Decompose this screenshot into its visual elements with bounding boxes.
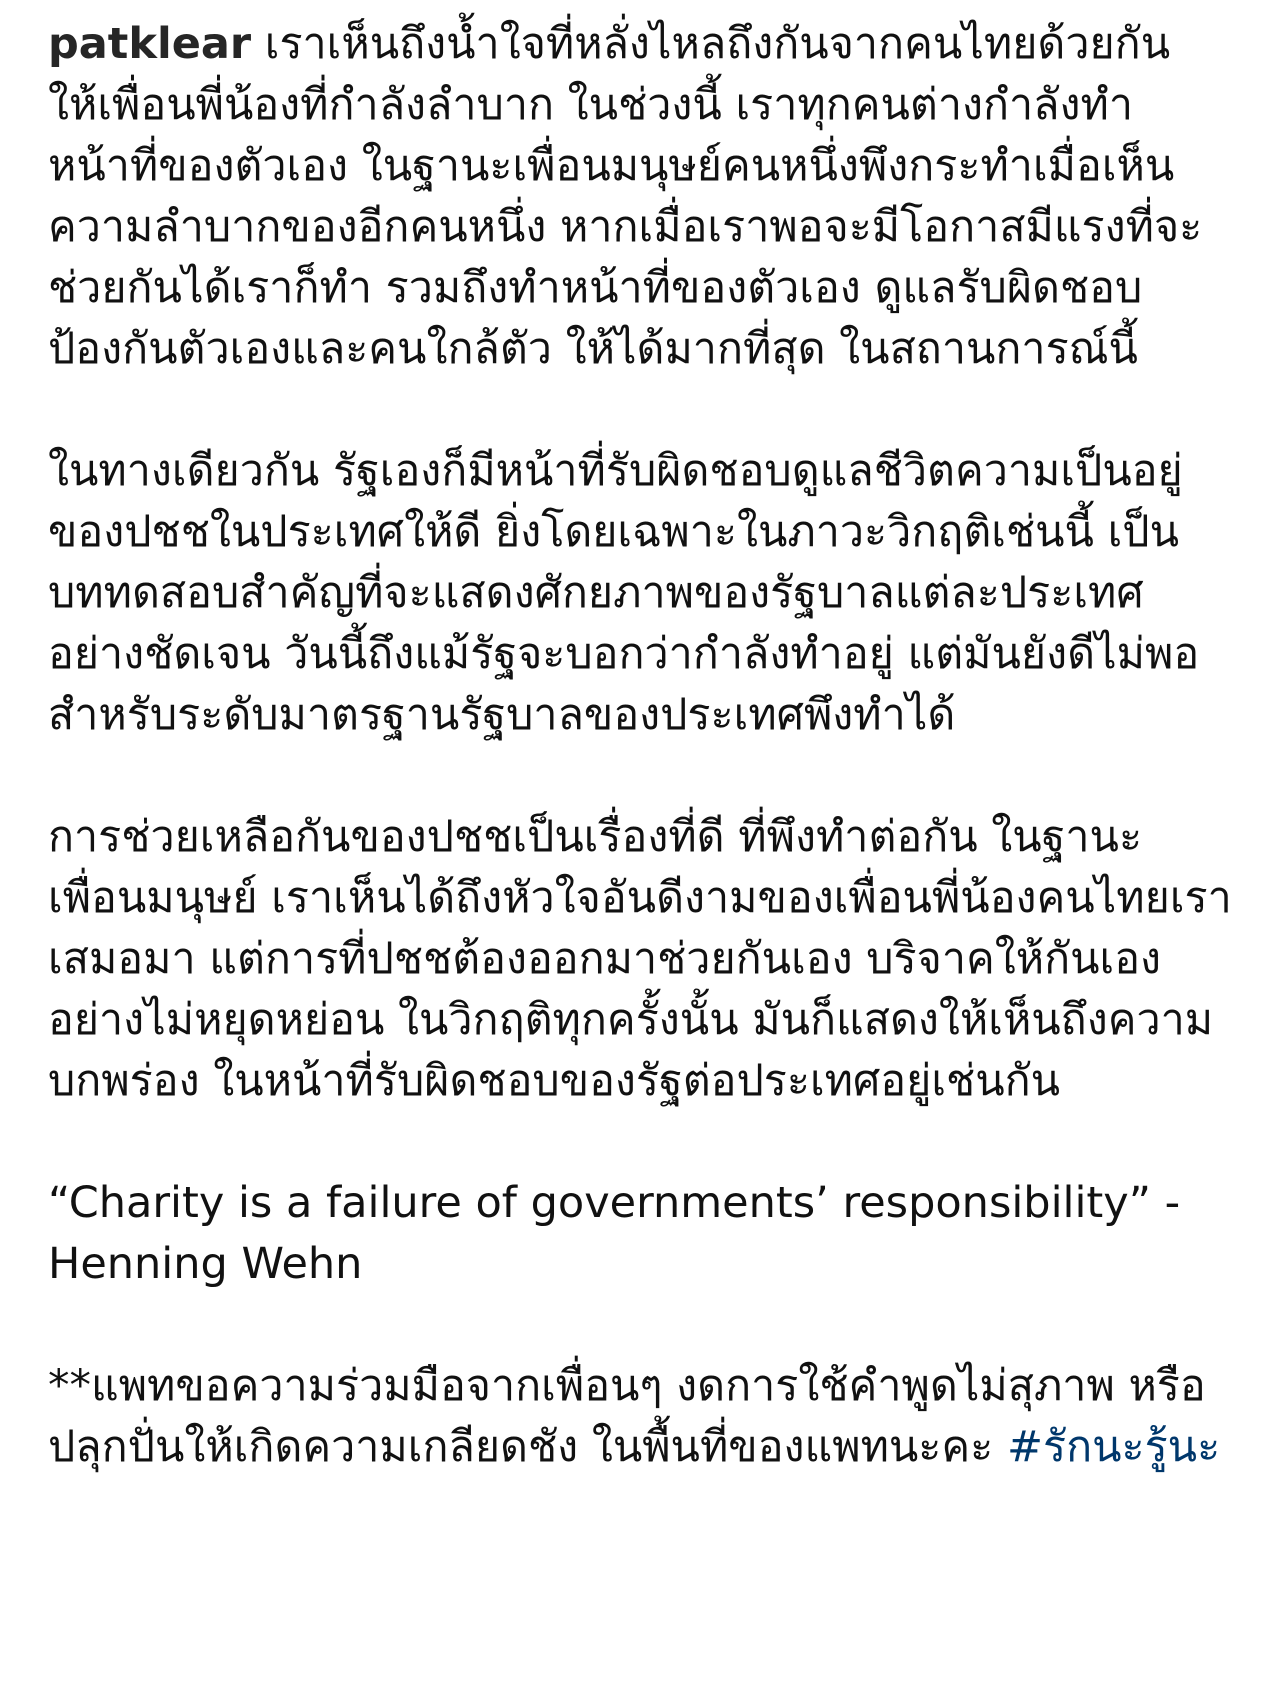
caption-paragraph-5 (48, 1356, 1233, 1478)
caption-paragraph-3: การช่วยเหลือกันของปชชเป็นเรื่องที่ดี ที่พึงทำต่อกัน ในฐานะเพื่อนมนุษย์ เราเห็นได้ถึงหัวใจอันดีงามของเพื่อนพี่น้องคนไทยเราเสมอมา แต่การที่ปชชต้องออกมาช่วยกันเอง บริจาคให้กันเองอย่างไม่หยุดหย่อน ในวิกฤติทุกครั้งนั้น มันก็แสดงให้เห็นถึงความบกพร่อง ในหน้าที่รับผิดชอบของรัฐต่อประเทศอยู่เช่นกัน (48, 812, 1232, 1106)
caption-text-1: เราเห็นถึงน้ำใจที่หลั่งไหลถึงกันจากคนไทยด้วยกัน ให้เพื่อนพี่น้องที่กำลังลำบาก ในช่วงนี้ เราทุกคนต่างกำลังทำหน้าที่ของตัวเอง ในฐานะเพื่อนมนุษย์คนหนึ่งพึงกระทำเมื่อเห็นความลำบากของอีกคนหนึ่ง หากเมื่อเราพอจะมีโอกาสมีแรงที่จะช่วยกันได้เราก็ทำ รวมถึงทำหน้าที่ของตัวเอง ดูแลรับผิดชอบ ป้องกันตัวเองและคนใกล้ตัว ให้ได้มากที่สุด ในสถานการณ์นี้ (48, 19, 1203, 374)
post-caption (48, 14, 1233, 1478)
username-link[interactable]: patklear (48, 19, 252, 69)
caption-paragraph-2: ในทางเดียวกัน รัฐเองก็มีหน้าที่รับผิดชอบดูแลชีวิตความเป็นอยู่ของปชชในประเทศให้ดี ยิ่งโดยเฉพาะในภาวะวิกฤติเช่นนี้ เป็นบททดสอบสำคัญที่จะแสดงศักยภาพของรัฐบาลแต่ละประเทศอย่างชัดเจน วันนี้ถึงแม้รัฐจะบอกว่ากำลังทำอยู่ แต่มันยังดีไม่พอ สำหรับระดับมาตรฐานรัฐบาลของประเทศพึงทำได้ (48, 446, 1200, 740)
hashtag-link[interactable]: #รักนะรู้นะ (1006, 1422, 1221, 1472)
caption-quote: “Charity is a failure of governments’ responsibility” - Henning Wehn (48, 1178, 1181, 1289)
caption-text-5: **แพทขอความร่วมมือจากเพื่อนๆ งดการใช้คำพูดไม่สุภาพ หรือ ปลุกปั่นให้เกิดความเกลียดชัง ในพื้นที่ของแพทนะคะ (48, 1361, 1206, 1472)
caption-paragraph-1 (48, 14, 1233, 380)
